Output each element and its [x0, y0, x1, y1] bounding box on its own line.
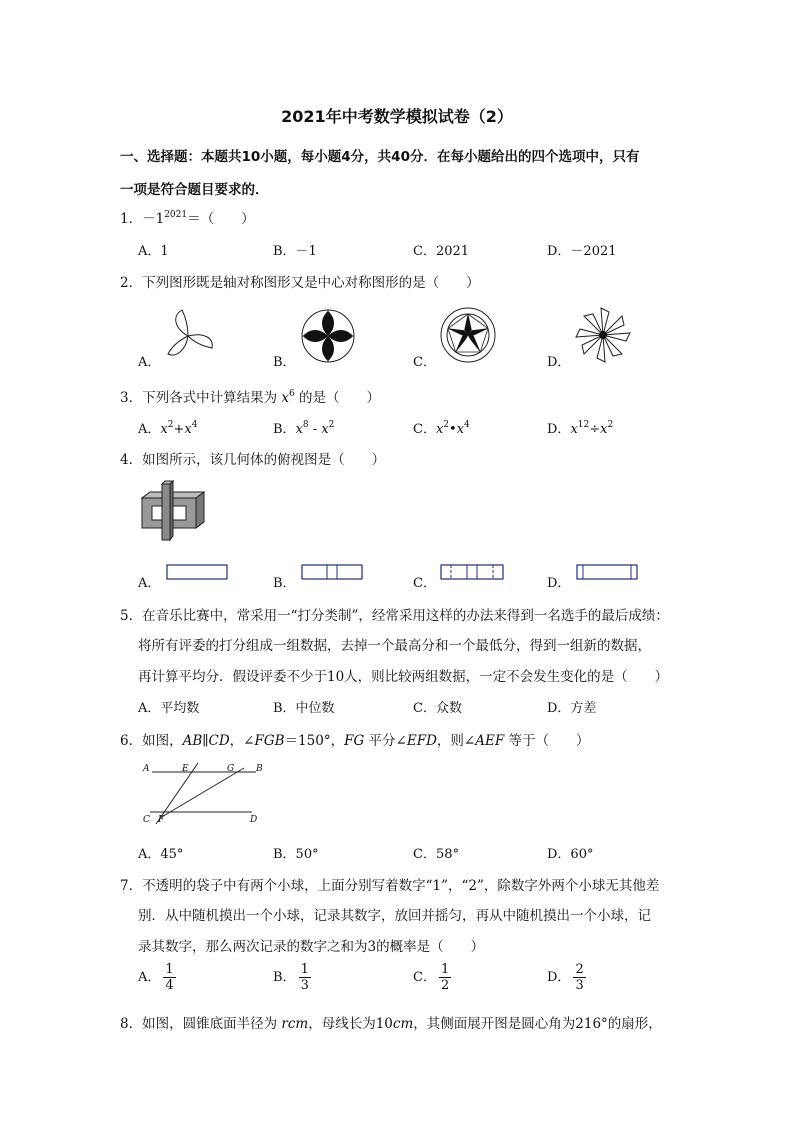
q3d-var1: x	[570, 422, 578, 437]
point-label-a: A	[143, 764, 150, 774]
q3-text-after: 的是（ ）	[294, 390, 381, 406]
q6-fg: FG	[344, 733, 365, 749]
top-view-option-d	[576, 564, 640, 582]
question-8-stem	[120, 1012, 662, 1032]
q5-option-c[interactable]: C．众数	[413, 701, 462, 716]
q1-exponent: 2021	[164, 210, 188, 220]
q3a-exp1: 2	[167, 420, 174, 430]
q3-option-d[interactable]	[547, 418, 613, 437]
q7-option-d-label: D．	[547, 970, 571, 985]
q3c-op: •	[449, 422, 457, 437]
point-label-e: E	[182, 764, 189, 774]
q7-option-b-label: B．	[273, 970, 296, 985]
q3a-op: +	[173, 422, 185, 437]
q7-fraction-c	[439, 962, 451, 993]
q3d-op: ÷	[589, 422, 601, 437]
q3c-var2: x	[456, 422, 465, 437]
q4-option-d-label[interactable]: D．	[547, 576, 571, 591]
q8-p2: ，母线长为10	[308, 1016, 393, 1032]
q4-option-a-label[interactable]: A．	[138, 576, 161, 591]
q3b-op: -	[308, 422, 322, 437]
q7-option-d[interactable]	[547, 962, 586, 993]
q8-cm: cm	[392, 1016, 414, 1032]
q1-option-c[interactable]: C．2021	[413, 244, 470, 259]
q5-option-a[interactable]: A．平均数	[138, 701, 200, 716]
q7b-numerator: 1	[300, 962, 309, 977]
q3b-var1: x	[295, 422, 303, 437]
point-label-f: F	[158, 815, 165, 825]
q1-prefix: 1．－1	[120, 211, 165, 227]
pinwheel-figure-a	[160, 308, 220, 364]
q3a-exp2: 4	[191, 420, 198, 430]
q7-option-a[interactable]	[138, 962, 176, 993]
q7b-denominator: 3	[300, 978, 309, 993]
q8-p3: ，其侧面展开图是圆心角为216°的扇形，	[413, 1016, 662, 1032]
star-circle-figure-c	[440, 306, 496, 364]
q2-option-d-label[interactable]: D．	[547, 355, 571, 370]
question-3-stem	[120, 386, 380, 406]
q7c-denominator: 2	[440, 978, 450, 993]
section-heading-line1: 一、选择题：本题共10小题，每小题4分，共40分．在每小题给出的四个选项中，只有	[120, 149, 640, 165]
q6-option-a[interactable]: A．45°	[138, 847, 184, 862]
question-5-line2: 将所有评委的打分组成一组数据，去掉一个最高分和一个最低分，得到一组新的数据，	[138, 638, 651, 654]
solid-figure-3d	[138, 480, 210, 542]
page-title: 2021年中考数学模拟试卷（2）	[281, 107, 513, 126]
q3b-exp1: 8	[302, 420, 309, 430]
point-label-d: D	[250, 815, 258, 825]
question-4-stem: 4．如图所示，该几何体的俯视图是（ ）	[120, 452, 386, 468]
question-2-stem: 2．下列图形既是轴对称图形又是中心对称图形的是（ ）	[120, 275, 480, 291]
q6-efd: EFD	[406, 733, 437, 749]
q7a-numerator: 1	[165, 962, 174, 977]
question-7-line3: 录其数字，那么两次记录的数字之和为3的概率是（ ）	[138, 939, 485, 955]
q4-option-c-label[interactable]: C．	[413, 576, 436, 591]
q6-p6: ，则∠	[436, 733, 476, 749]
section-heading-line2: 一项是符合题目要求的．	[120, 182, 269, 198]
q1-suffix: ＝（ ）	[187, 211, 255, 227]
q7c-numerator: 1	[440, 962, 450, 977]
q3c-exp2: 4	[464, 420, 470, 430]
q3b-exp2: 2	[328, 420, 335, 430]
top-view-option-a	[166, 564, 230, 582]
q5-option-b[interactable]: B．中位数	[273, 701, 335, 716]
q3c-exp1: 2	[443, 420, 450, 430]
q7a-denominator: 4	[165, 978, 174, 993]
q7-fraction-b	[299, 962, 311, 993]
q6-p1: 6．如图，	[120, 733, 183, 749]
q6-option-c[interactable]: C．58°	[413, 847, 459, 862]
q3-option-d-label: D．	[547, 422, 571, 437]
point-label-g: G	[227, 764, 235, 774]
q3-text-before: 3．下列各式中计算结果为	[120, 390, 282, 406]
question-7-line2: 别．从中随机摸出一个小球，记录其数字，放回并摇匀，再从中随机摸出一个小球，记	[138, 908, 651, 924]
q7-fraction-d	[573, 962, 585, 993]
q3-option-c-label: C．	[413, 422, 436, 437]
q2-option-c-label[interactable]: C．	[413, 355, 436, 370]
q8-r: rcm	[281, 1016, 309, 1032]
q4-option-b-label[interactable]: B．	[273, 576, 296, 591]
q3d-exp1: 12	[577, 420, 590, 430]
q7d-numerator: 2	[575, 962, 584, 977]
question-1-stem	[120, 207, 255, 227]
point-label-b: B	[256, 764, 263, 774]
q6-p5: 平分∠	[364, 733, 407, 749]
q6-p7: 等于（ ）	[504, 733, 590, 749]
q7-fraction-a	[163, 962, 175, 993]
q6-option-d[interactable]: D．60°	[547, 847, 594, 862]
q6-cd: CD	[208, 733, 230, 749]
q6-p4: ＝150°，	[284, 733, 345, 749]
q3-option-c[interactable]	[413, 418, 470, 437]
q7d-denominator: 3	[575, 978, 584, 993]
q3-option-a[interactable]	[138, 418, 197, 437]
q2-option-b-label[interactable]: B．	[273, 355, 296, 370]
q7-option-b[interactable]	[273, 962, 311, 993]
q1-option-b[interactable]: B．－1	[273, 244, 317, 259]
top-view-option-c	[440, 564, 506, 582]
pinwheel-eight-figure-d	[572, 304, 634, 366]
q6-p2: ∥	[202, 733, 209, 749]
q5-option-d[interactable]: D．方差	[547, 701, 597, 716]
q7-option-a-label: A．	[138, 970, 161, 985]
q6-p3: ，∠	[229, 733, 255, 749]
point-label-c: C	[143, 815, 150, 825]
q7-option-c[interactable]	[413, 962, 451, 993]
q6-fgb: FGB	[254, 733, 285, 749]
flower-circle-figure-b	[300, 308, 356, 364]
q3d-var2: x	[600, 422, 608, 437]
q3-option-b[interactable]	[273, 418, 334, 437]
q3-var: x	[281, 390, 290, 406]
question-5-line3: 再计算平均分．假设评委不少于10人，则比较两组数据，一定不会发生变化的是（ ）	[138, 669, 669, 685]
q3-option-b-label: B．	[273, 422, 296, 437]
q3-option-a-label: A．	[138, 422, 161, 437]
question-5-line1: 5．在音乐比赛中，常采用一“打分类制”，经常采用这样的办法来得到一名选手的最后成绩：	[120, 608, 669, 624]
question-6-stem	[120, 729, 590, 749]
q1-option-d[interactable]: D．－2021	[547, 244, 617, 259]
parallel-lines-figure	[140, 760, 266, 828]
q6-ab: AB	[182, 733, 203, 749]
q3-exp: 6	[289, 389, 295, 399]
q6-aef: AEF	[475, 733, 505, 749]
q3b-var2: x	[321, 422, 329, 437]
q3a-var2: x	[184, 422, 192, 437]
q6-option-b[interactable]: B．50°	[273, 847, 319, 862]
q3d-exp2: 2	[607, 420, 614, 430]
q3a-var1: x	[160, 422, 168, 437]
q7-option-c-label: C．	[413, 970, 436, 985]
q2-option-a-label[interactable]: A．	[138, 355, 161, 370]
q1-option-a[interactable]: A．1	[138, 244, 169, 259]
question-7-line1: 7．不透明的袋子中有两个小球，上面分别写着数字“1”，“2”，除数字外两个小球无其他差	[120, 878, 660, 894]
q8-p1: 8．如图，圆锥底面半径为	[120, 1016, 282, 1032]
top-view-option-b	[301, 564, 365, 582]
q3c-var1: x	[435, 422, 444, 437]
